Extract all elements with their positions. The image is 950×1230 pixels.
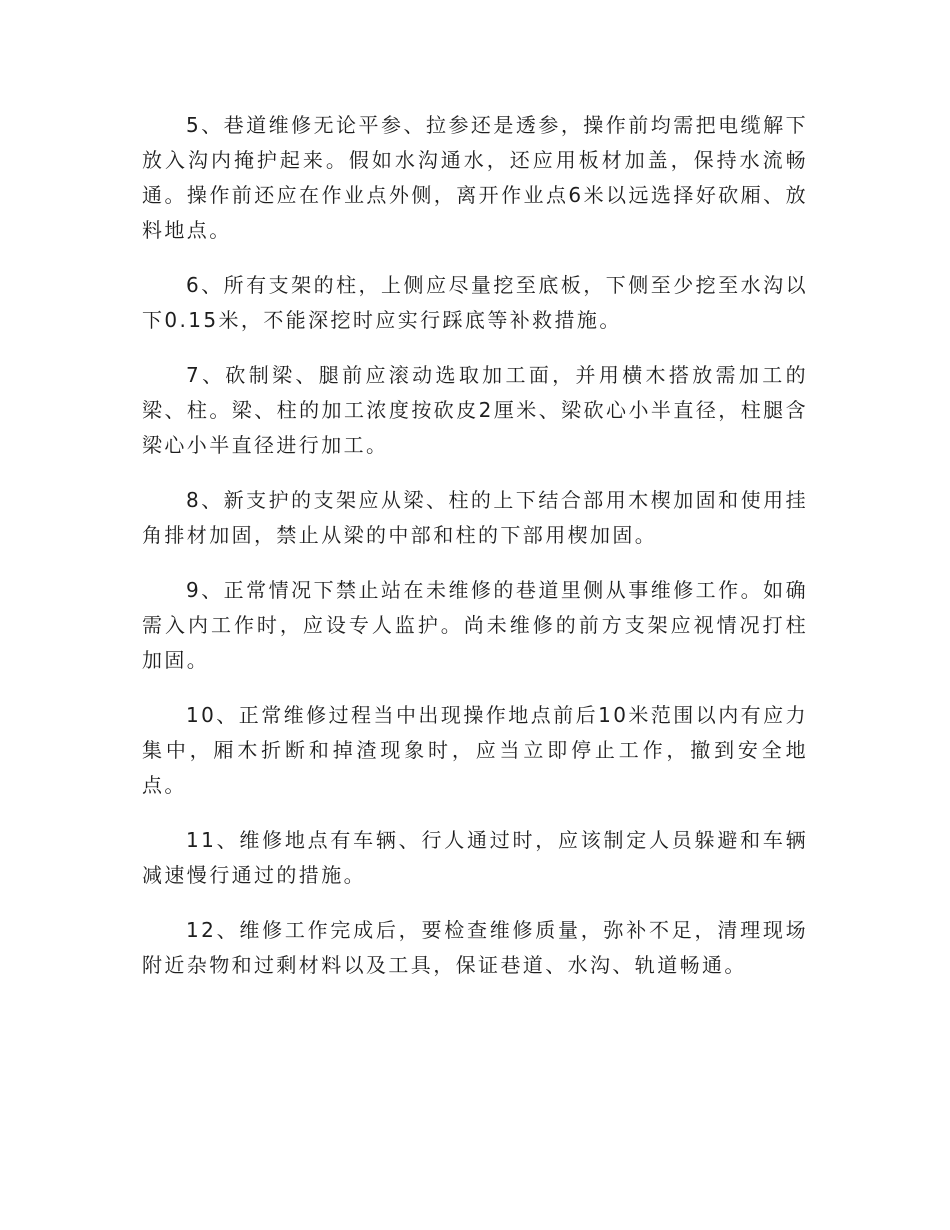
paragraph-11: 11、维修地点有车辆、行人通过时，应该制定人员躲避和车辆减速慢行通过的措施。	[142, 828, 808, 887]
paragraph-6: 6、所有支架的柱，上侧应尽量挖至底板，下侧至少挖至水沟以下0.15米，不能深挖时应实行踩底等补救措施。	[142, 273, 808, 332]
paragraph-5: 5、巷道维修无论平参、拉参还是透参，操作前均需把电缆解下放入沟内掩护起来。假如水沟通水，还应用板材加盖，保持水流畅通。操作前还应在作业点外侧，离开作业点6米以远选择好砍厢、放料地点。	[142, 113, 808, 242]
paragraph-9: 9、正常情况下禁止站在未维修的巷道里侧从事维修工作。如确需入内工作时，应设专人监护。尚未维修的前方支架应视情况打柱加固。	[142, 578, 808, 672]
paragraph-8: 8、新支护的支架应从梁、柱的上下结合部用木楔加固和使用挂角排材加固，禁止从梁的中部和柱的下部用楔加固。	[142, 488, 808, 547]
document-body	[142, 108, 808, 1003]
paragraph-12: 12、维修工作完成后，要检查维修质量，弥补不足，清理现场附近杂物和过剩材料以及工具，保证巷道、水沟、轨道畅通。	[142, 918, 808, 977]
paragraph-7: 7、砍制梁、腿前应滚动选取加工面，并用横木搭放需加工的梁、柱。梁、柱的加工浓度按砍皮2厘米、梁砍心小半直径，柱腿含梁心小半直径进行加工。	[142, 363, 808, 457]
paragraph-10: 10、正常维修过程当中出现操作地点前后10米范围以内有应力集中，厢木折断和掉渣现象时，应当立即停止工作，撤到安全地点。	[142, 703, 808, 797]
